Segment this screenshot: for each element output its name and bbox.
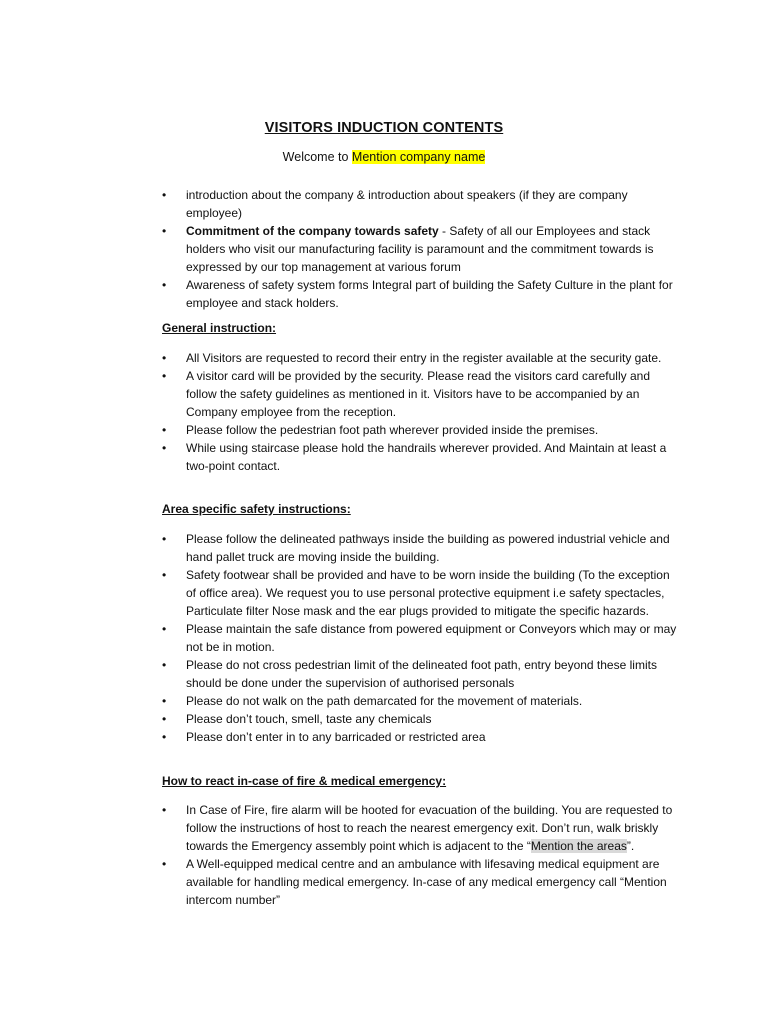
list-item (162, 801, 682, 855)
area-list (162, 530, 682, 746)
list-item (162, 222, 682, 276)
intro-item-text: introduction about the company & introduction about speakers (if they are company employee) (186, 188, 628, 220)
area-specific-heading: Area specific safety instructions: (162, 502, 351, 516)
intro-item-text: - Safety of all our Employees and stack holders who visit our manufacturing facility is paramount and the commitment towards is expressed by our top management at various forum (186, 224, 654, 274)
area-section (162, 530, 682, 746)
list-item: • Please do not walk on the path demarcated for the movement of materials. (162, 692, 682, 710)
list-item: • Please maintain the safe distance from powered equipment or Conveyors which may or may not be in motion. (162, 620, 682, 656)
company-name-placeholder: Mention company name (351, 150, 486, 164)
intro-item-bold: Commitment of the company towards safety (186, 224, 439, 238)
fire-text-after: ”. (626, 839, 635, 853)
general-instruction-heading: General instruction: (162, 321, 277, 335)
list-item: • Safety footwear shall be provided and have to be worn inside the building (To the exception of office area). We request you to use personal protective equipment i.e safety spectacles, Particulate filter Nose mask and the ear plugs provided to mitigate the specific hazards. (162, 566, 682, 620)
document-title: VISITORS INDUCTION CONTENTS (264, 120, 504, 136)
emergency-heading: How to react in-case of fire & medical emergency: (162, 774, 447, 788)
list-item (162, 186, 682, 222)
intro-item-text: Awareness of safety system forms Integral part of building the Safety Culture in the plant for employee and stack holders. (186, 278, 673, 310)
list-item: • Please don’t enter in to any barricaded or restricted area (162, 728, 682, 746)
list-item: • Please follow the delineated pathways inside the building as powered industrial vehicle and hand pallet truck are moving inside the building. (162, 530, 682, 566)
list-item: • All Visitors are requested to record their entry in the register available at the security gate. (162, 349, 682, 367)
list-item: • Please follow the pedestrian foot path wherever provided inside the premises. (162, 421, 682, 439)
list-item: • A Well-equipped medical centre and an ambulance with lifesaving medical equipment are available for handling medical emergency. In-case of any medical emergency call “Mention intercom number” (162, 855, 682, 909)
list-item: • Please don’t touch, smell, taste any chemicals (162, 710, 682, 728)
welcome-prefix: Welcome to (282, 150, 352, 164)
list-item: • While using staircase please hold the handrails wherever provided. And Maintain at least a two-point contact. (162, 439, 682, 475)
list-item: • Please do not cross pedestrian limit of the delineated foot path, entry beyond these limits should be done under the supervision of authorised personals (162, 656, 682, 692)
general-section (162, 349, 682, 475)
emergency-section (162, 801, 682, 909)
fire-text-before: In Case of Fire, fire alarm will be hooted for evacuation of the building. You are requested to follow the instructions of host to reach the nearest emergency exit. Don’t run, walk briskly towards the Emergency assembly point which is adjacent to the “ (186, 803, 673, 853)
welcome-line (0, 150, 768, 164)
intro-section (162, 186, 682, 312)
areas-placeholder: Mention the areas (530, 839, 627, 853)
intro-list (162, 186, 682, 312)
general-list (162, 349, 682, 475)
list-item: • A visitor card will be provided by the security. Please read the visitors card carefully and follow the safety guidelines as mentioned in it. Visitors have to be accompanied by an Company employee from the reception. (162, 367, 682, 421)
list-item (162, 276, 682, 312)
emergency-list (162, 801, 682, 909)
